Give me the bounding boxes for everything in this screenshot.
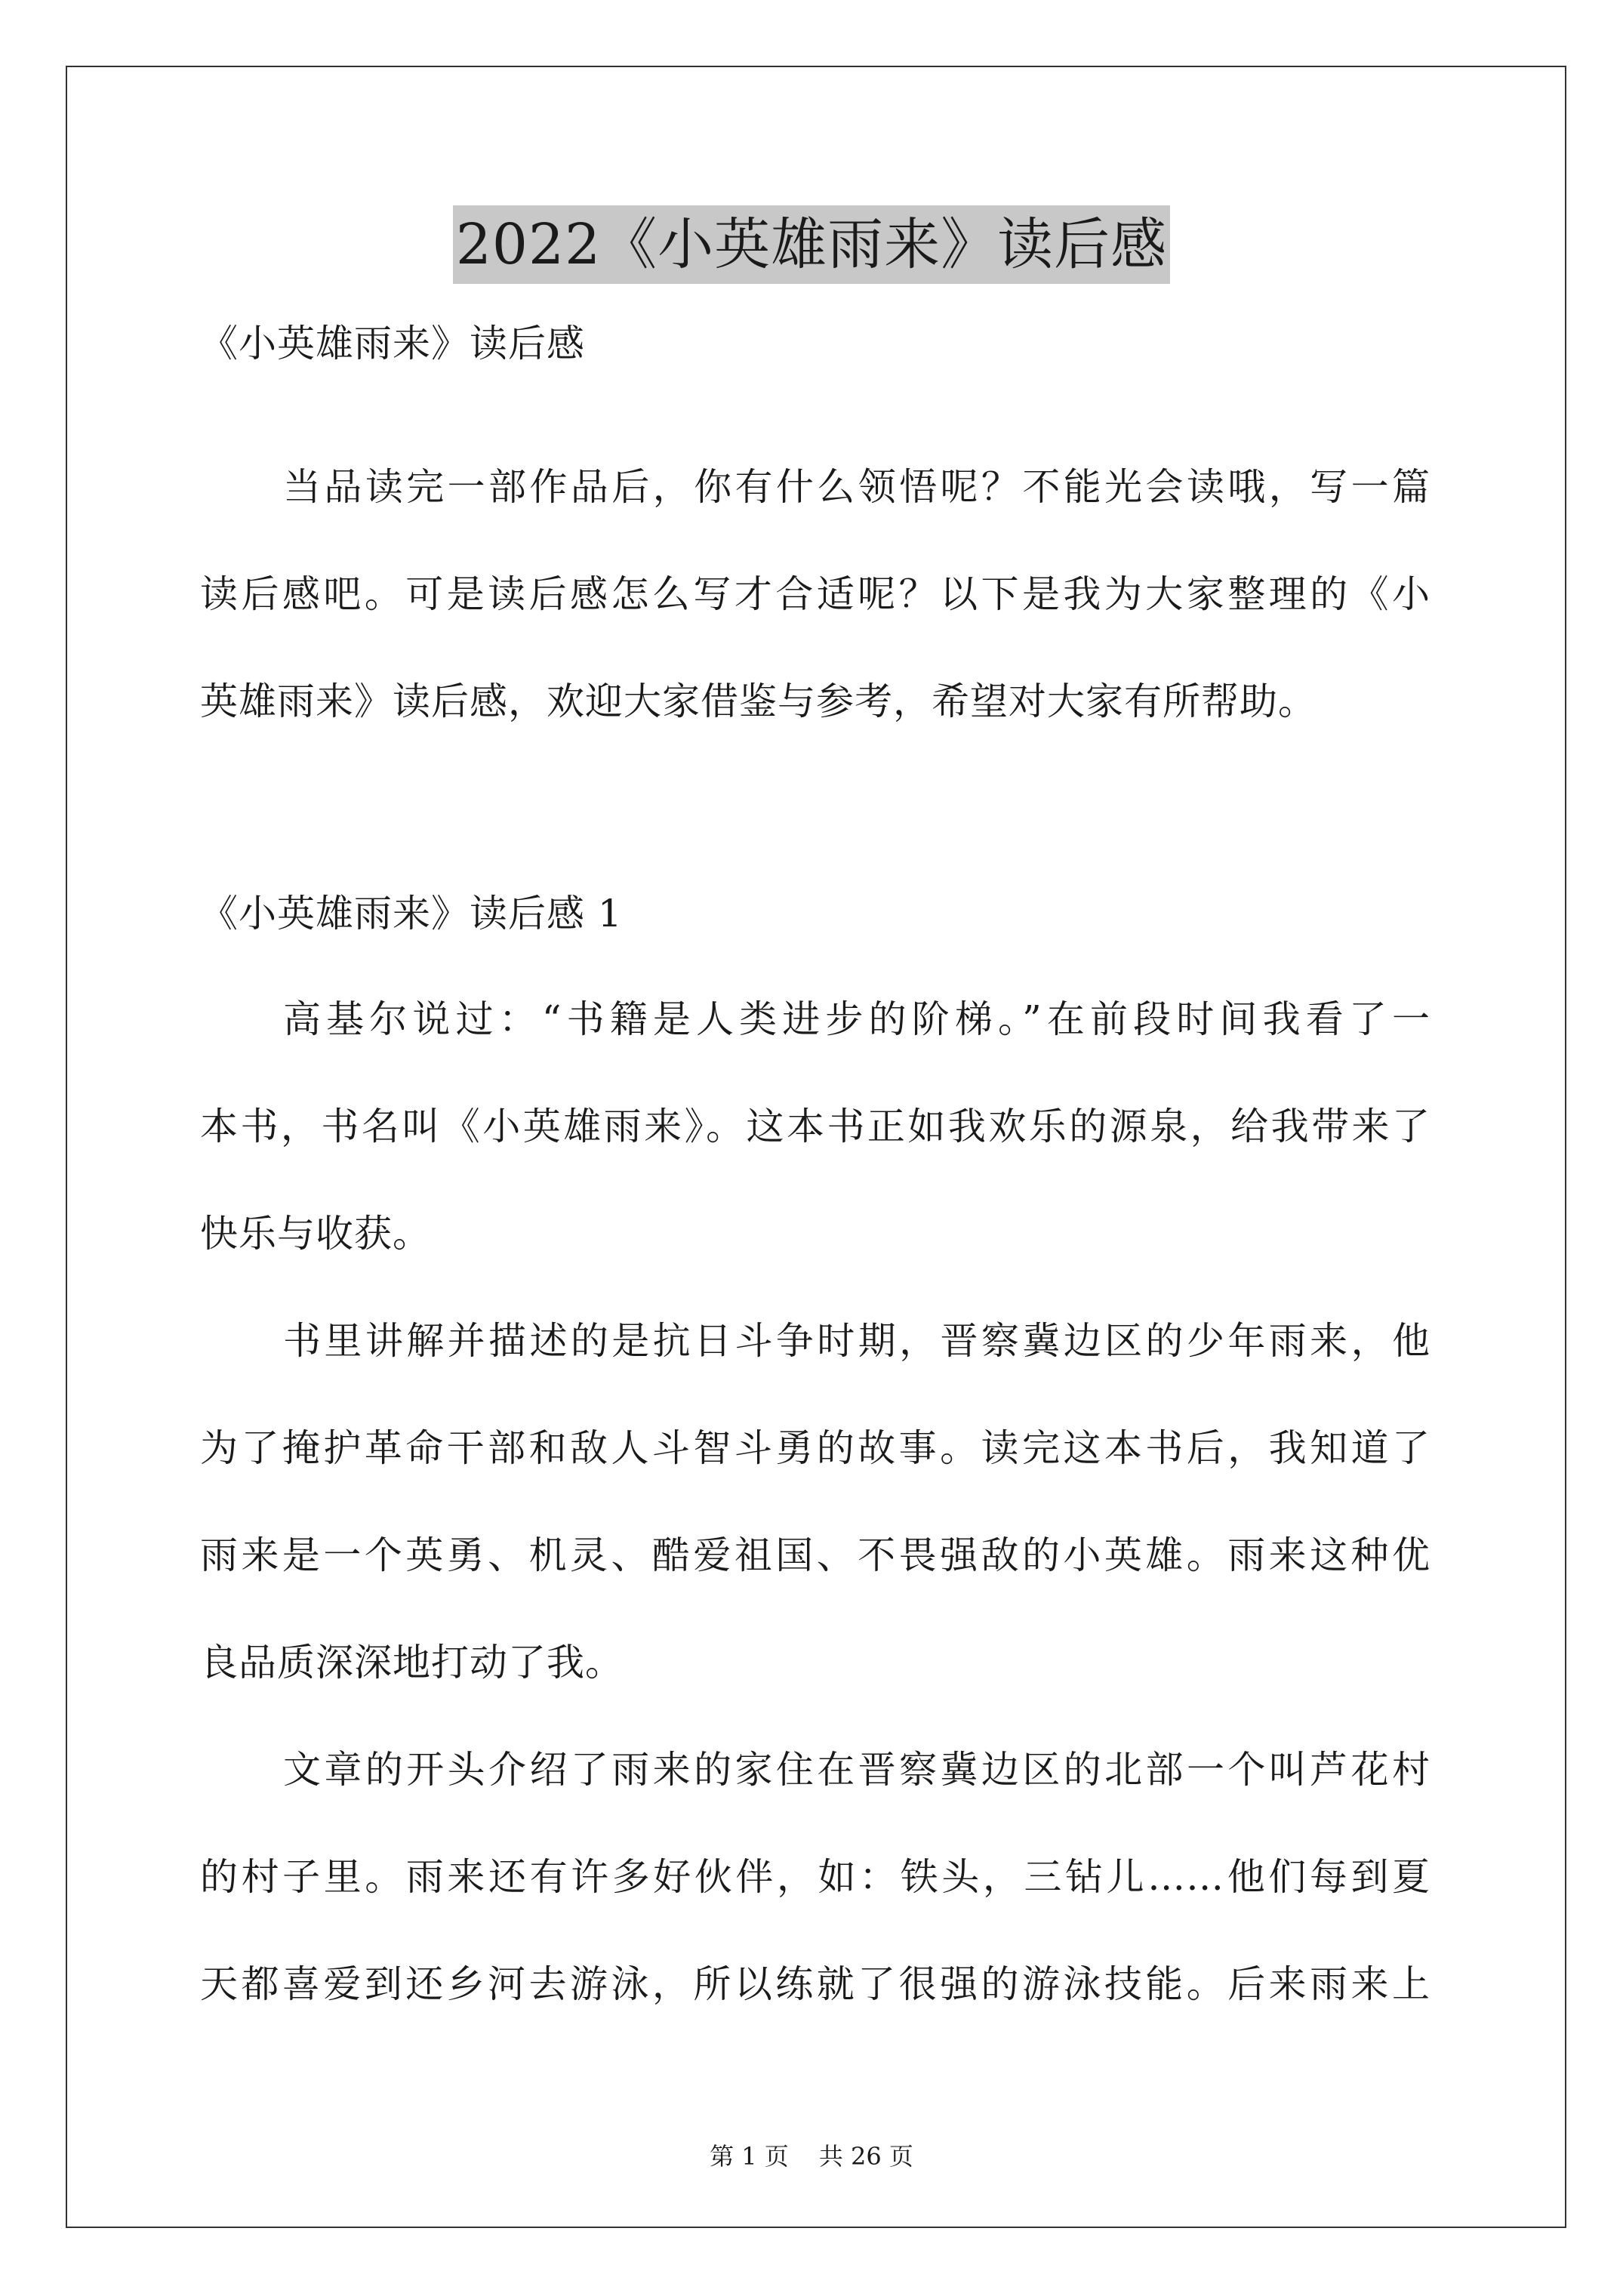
page-number: 第 1 页 xyxy=(710,2142,789,2171)
p2-line-3: 雨来是一个英勇、机灵、酷爱祖国、不畏强敌的小英雄。雨来这种优 xyxy=(200,1533,1431,1577)
section-heading-1: 《小英雄雨来》读后感 1 xyxy=(200,892,623,935)
p3-line-3: 天都喜爱到还乡河去游泳，所以练就了很强的游泳技能。后来雨来上 xyxy=(200,1962,1431,2006)
page-footer xyxy=(0,2141,1623,2171)
section-heading-intro: 《小英雄雨来》读后感 xyxy=(200,322,585,365)
intro-line-1: 当品读完一部作品后，你有什么领悟呢？不能光会读哦，写一篇 xyxy=(283,465,1431,509)
intro-line-2: 读后感吧。可是读后感怎么写才合适呢？以下是我为大家整理的《小 xyxy=(200,572,1431,616)
p1-line-1: 高基尔说过：“书籍是人类进步的阶梯。”在前段时间我看了一 xyxy=(283,997,1431,1041)
intro-line-3: 英雄雨来》读后感，欢迎大家借鉴与参考，希望对大家有所帮助。 xyxy=(200,680,1317,723)
p1-line-2: 本书，书名叫《小英雄雨来》。这本书正如我欢乐的源泉，给我带来了 xyxy=(200,1105,1431,1148)
p3-line-1: 文章的开头介绍了雨来的家住在晋察冀边区的北部一个叫芦花村 xyxy=(283,1748,1431,1792)
page-total: 共 26 页 xyxy=(818,2142,913,2171)
document-title: 2022《小英雄雨来》读后感 xyxy=(453,205,1170,284)
p2-line-1: 书里讲解并描述的是抗日斗争时期，晋察冀边区的少年雨来，他 xyxy=(283,1319,1431,1363)
p2-line-4: 良品质深深地打动了我。 xyxy=(200,1641,624,1684)
p3-line-2: 的村子里。雨来还有许多好伙伴，如：铁头，三钻儿……他们每到夏 xyxy=(200,1855,1431,1899)
title-container xyxy=(0,205,1623,284)
p2-line-2: 为了掩护革命干部和敌人斗智斗勇的故事。读完这本书后，我知道了 xyxy=(200,1426,1431,1470)
p1-line-3: 快乐与收获。 xyxy=(200,1212,431,1256)
